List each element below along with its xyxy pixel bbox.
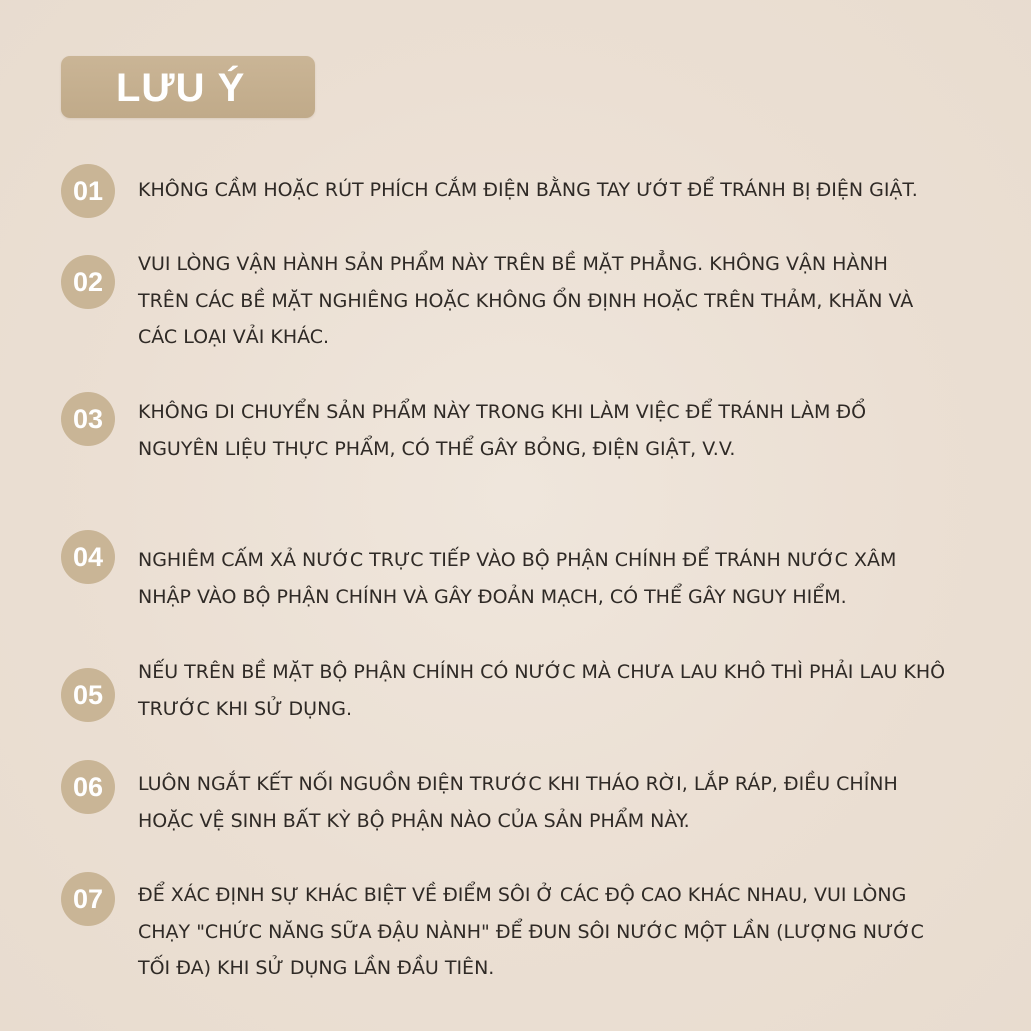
note-number-badge: 04 bbox=[61, 530, 115, 584]
page-title: LƯU Ý bbox=[116, 66, 246, 110]
title-badge bbox=[61, 56, 315, 118]
note-text: KHÔNG CẦM HOẶC RÚT PHÍCH CẮM ĐIỆN BẰNG TAY ƯỚT ĐỂ TRÁNH BỊ ĐIỆN GIẬT. bbox=[138, 179, 918, 201]
note-text: NGHIÊM CẤM XẢ NƯỚC TRỰC TIẾP VÀO BỘ PHẬN CHÍNH ĐỂ TRÁNH NƯỚC XÂM NHẬP VÀO BỘ PHẬN CHÍNH VÀ GÂY ĐOẢN MẠCH, CÓ THỂ GÂY NGUY HIỂM. bbox=[138, 549, 897, 608]
note-number-badge: 05 bbox=[61, 668, 115, 722]
note-text: NẾU TRÊN BỀ MẶT BỘ PHẬN CHÍNH CÓ NƯỚC MÀ CHƯA LAU KHÔ THÌ PHẢI LAU KHÔ TRƯỚC KHI SỬ DỤNG. bbox=[138, 661, 946, 720]
note-number-badge: 01 bbox=[61, 164, 115, 218]
note-number-badge: 02 bbox=[61, 255, 115, 309]
note-text: KHÔNG DI CHUYỂN SẢN PHẨM NÀY TRONG KHI LÀM VIỆC ĐỂ TRÁNH LÀM ĐỔ NGUYÊN LIỆU THỰC PHẨM, CÓ THỂ GÂY BỎNG, ĐIỆN GIẬT, V.V. bbox=[138, 401, 867, 460]
note-number-badge: 07 bbox=[61, 872, 115, 926]
note-number-badge: 03 bbox=[61, 392, 115, 446]
note-text: VUI LÒNG VẬN HÀNH SẢN PHẨM NÀY TRÊN BỀ MẶT PHẲNG. KHÔNG VẬN HÀNH TRÊN CÁC BỀ MẶT NGHIÊNG HOẶC KHÔNG ỔN ĐỊNH HOẶC TRÊN THẢM, KHĂN VÀ CÁC LOẠI VẢI KHÁC. bbox=[138, 253, 914, 348]
note-text: LUÔN NGẮT KẾT NỐI NGUỒN ĐIỆN TRƯỚC KHI THÁO RỜI, LẮP RÁP, ĐIỀU CHỈNH HOẶC VỆ SINH BẤT KỲ BỘ PHẬN NÀO CỦA SẢN PHẨM NÀY. bbox=[138, 773, 898, 832]
note-number-badge: 06 bbox=[61, 760, 115, 814]
note-text: ĐỂ XÁC ĐỊNH SỰ KHÁC BIỆT VỀ ĐIỂM SÔI Ở CÁC ĐỘ CAO KHÁC NHAU, VUI LÒNG CHẠY "CHỨC NĂNG SỮA ĐẬU NÀNH" ĐỂ ĐUN SÔI NƯỚC MỘT LẦN (LƯỢNG NƯỚC TỐI ĐA) KHI SỬ DỤNG LẦN ĐẦU TIÊN. bbox=[138, 884, 924, 979]
